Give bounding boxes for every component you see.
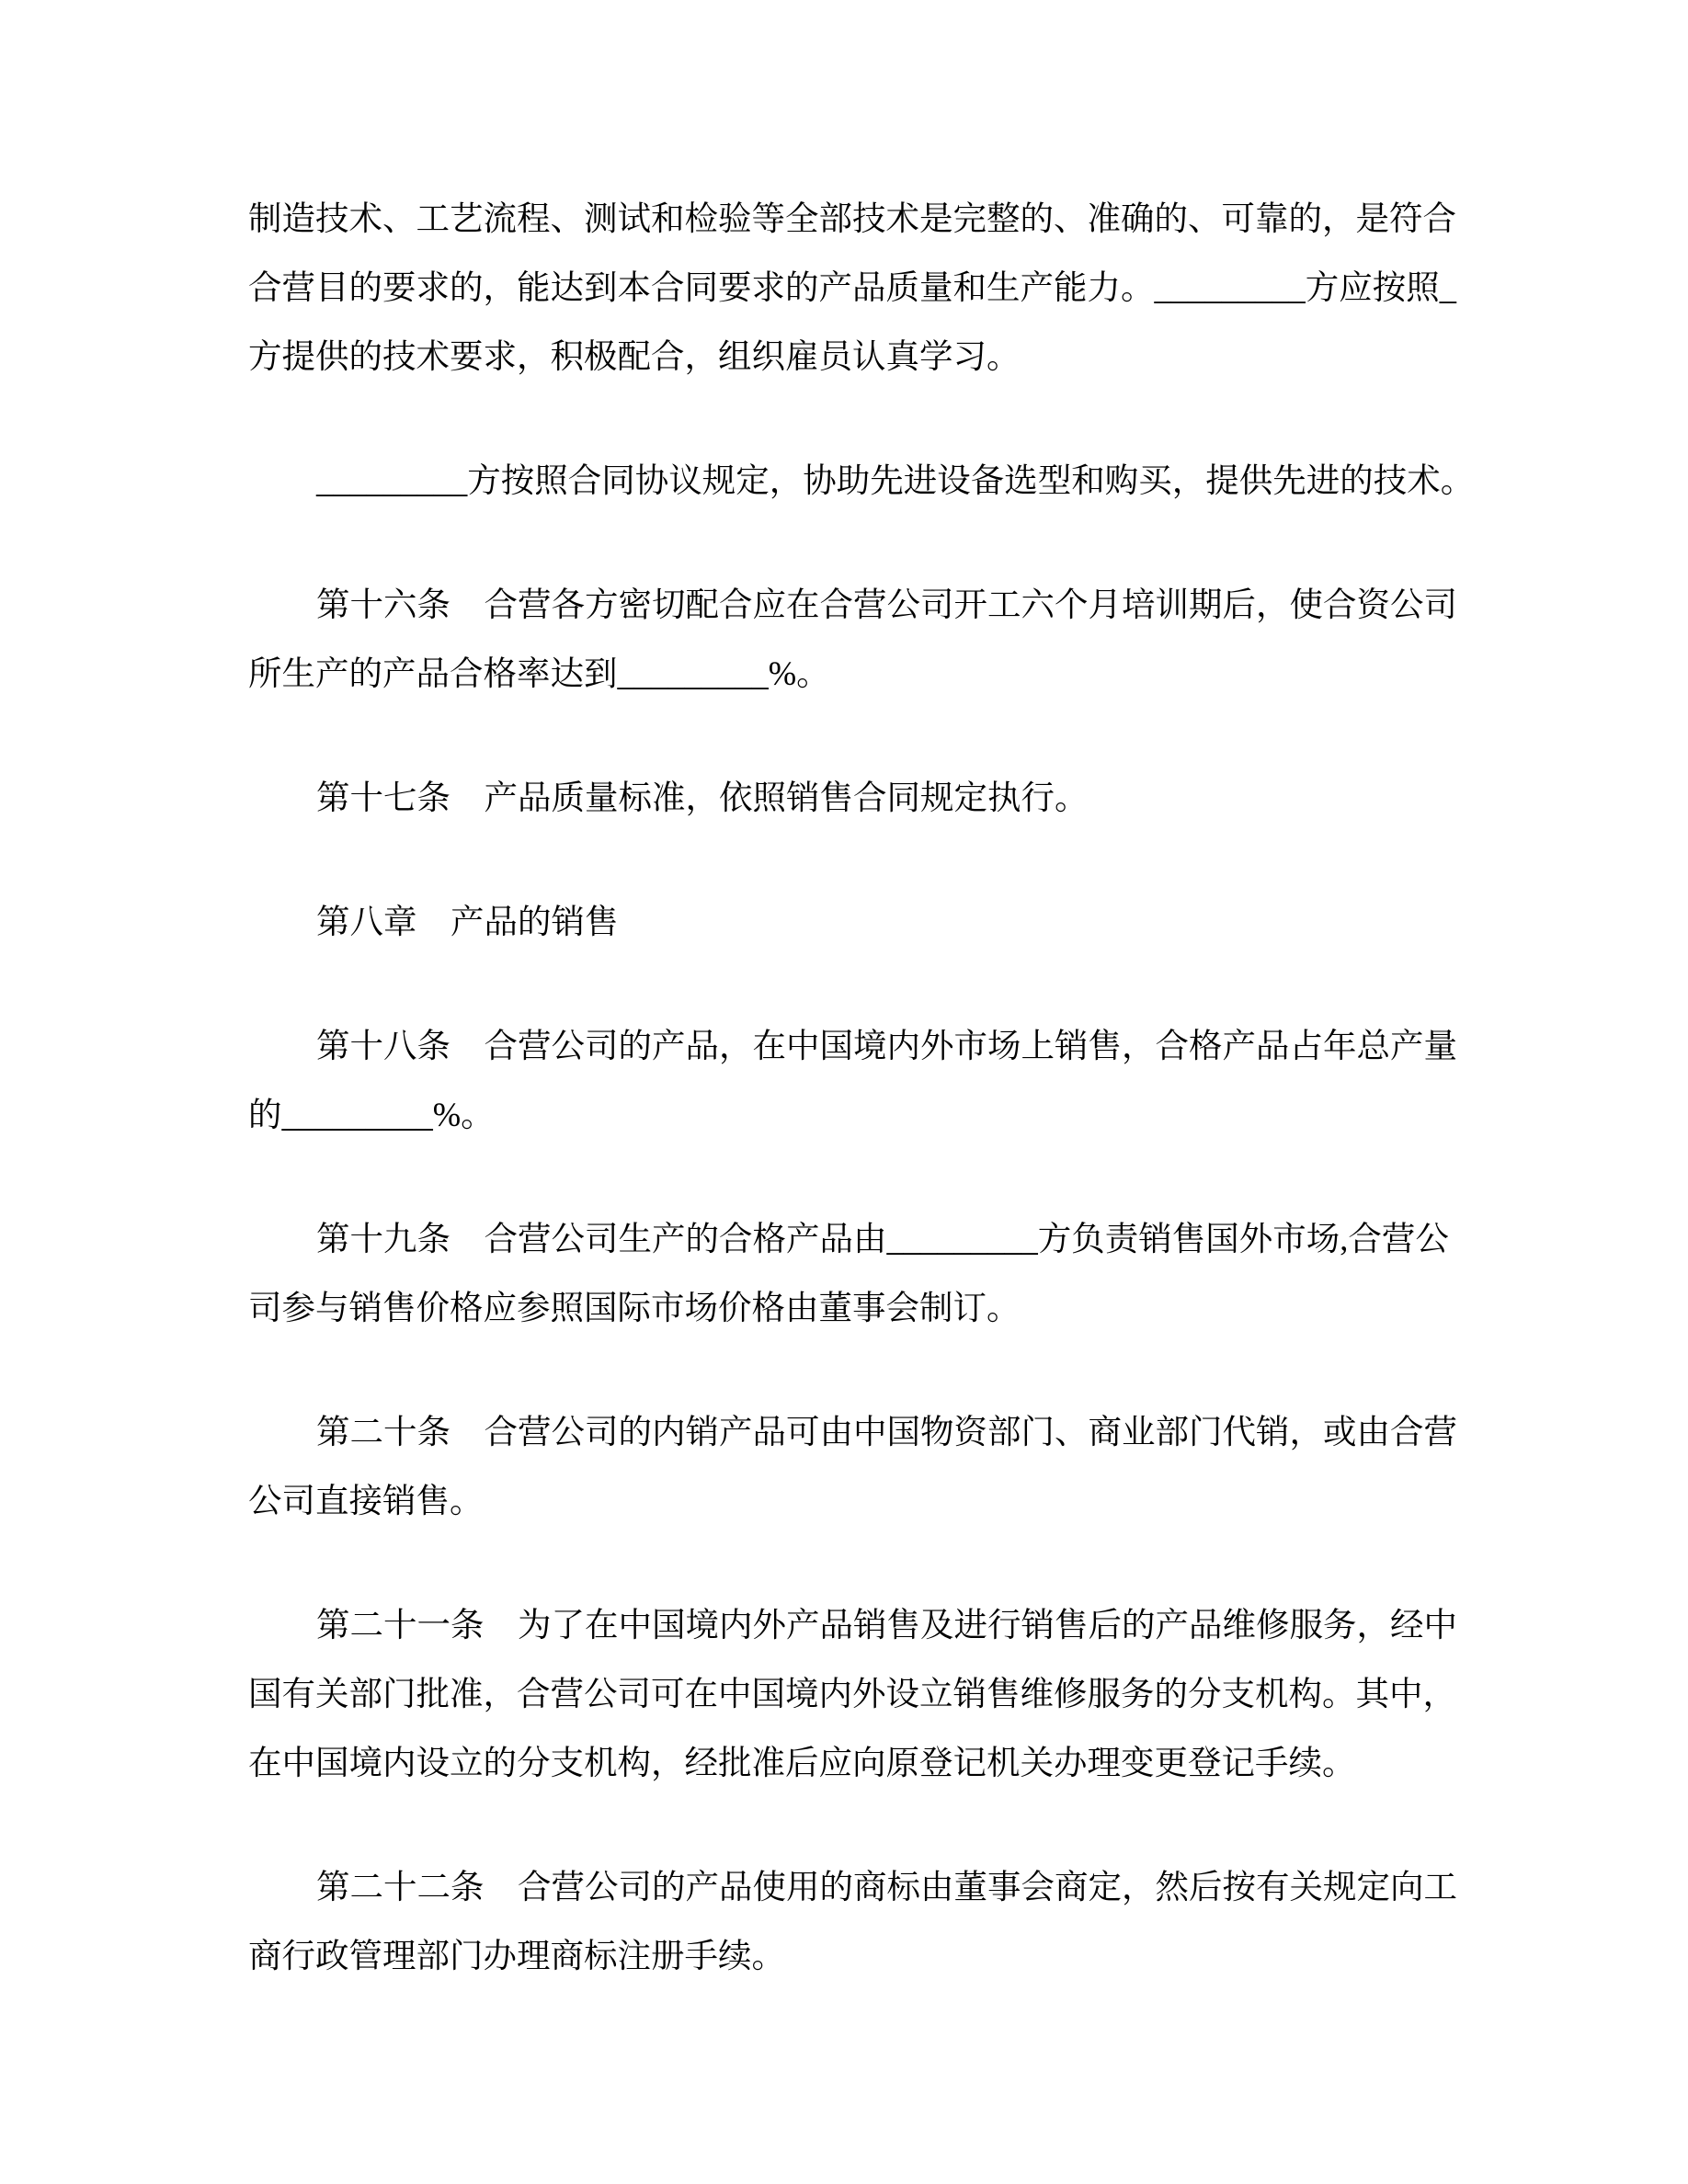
- paragraph-article-22: [248, 1852, 1688, 1990]
- text-line-with-blank: _________方按照合同协议规定，协助先进设备选型和购买，提供先进的技术。: [316, 461, 1475, 499]
- text-line: 在中国境内设立的分支机构，经批准后应向原登记机关办理变更登记手续。: [248, 1744, 1356, 1781]
- paragraph-article-18: [248, 1011, 1688, 1149]
- paragraph-article-21: [248, 1590, 1688, 1797]
- text-line: 第二十条 合营公司的内销产品可由中国物资部门、商业部门代销，或由合营: [316, 1413, 1457, 1450]
- text-line: 司参与销售价格应参照国际市场价格由董事会制订。: [248, 1289, 1021, 1326]
- heading-line: 第八章 产品的销售: [316, 903, 619, 940]
- text-line-with-blank: 合营目的要求的，能达到本合同要求的产品质量和生产能力。_________方应按照_: [248, 268, 1456, 306]
- text-line-with-blank: 第十九条 合营公司生产的合格产品由_________方负责销售国外市场,合营公: [316, 1220, 1449, 1257]
- text-line: 第十六条 合营各方密切配合应在合营公司开工六个月培训期后，使合资公司: [316, 586, 1457, 623]
- paragraph-article-17: [248, 763, 1688, 832]
- paragraph-technology-warranty-continuation: [248, 184, 1688, 391]
- chapter-8-heading: [248, 887, 1688, 956]
- paragraph-article-16: [248, 570, 1688, 708]
- text-line: 公司直接销售。: [248, 1482, 484, 1519]
- text-line: 方提供的技术要求，积极配合，组织雇员认真学习。: [248, 337, 1021, 375]
- text-line: 商行政管理部门办理商标注册手续。: [248, 1937, 785, 1974]
- text-line: 第二十二条 合营公司的产品使用的商标由董事会商定，然后按有关规定向工: [316, 1868, 1457, 1905]
- text-line-with-blank: 所生产的产品合格率达到_________%。: [248, 654, 830, 692]
- text-line: 制造技术、工艺流程、测试和检验等全部技术是完整的、准确的、可靠的，是符合: [248, 199, 1456, 237]
- text-line: 国有关部门批准，合营公司可在中国境内外设立销售维修服务的分支机构。其中，: [248, 1675, 1456, 1712]
- text-line-with-blank: 的_________%。: [248, 1096, 495, 1133]
- text-line: 第二十一条 为了在中国境内外产品销售及进行销售后的产品维修服务，经中: [316, 1606, 1457, 1644]
- text-line: 第十八条 合营公司的产品，在中国境内外市场上销售，合格产品占年总产量: [316, 1027, 1457, 1064]
- paragraph-equipment-assistance-clause: [248, 446, 1688, 515]
- text-line: 第十七条 产品质量标准，依照销售合同规定执行。: [316, 779, 1089, 816]
- paragraph-article-20: [248, 1397, 1688, 1535]
- paragraph-article-19: [248, 1204, 1688, 1342]
